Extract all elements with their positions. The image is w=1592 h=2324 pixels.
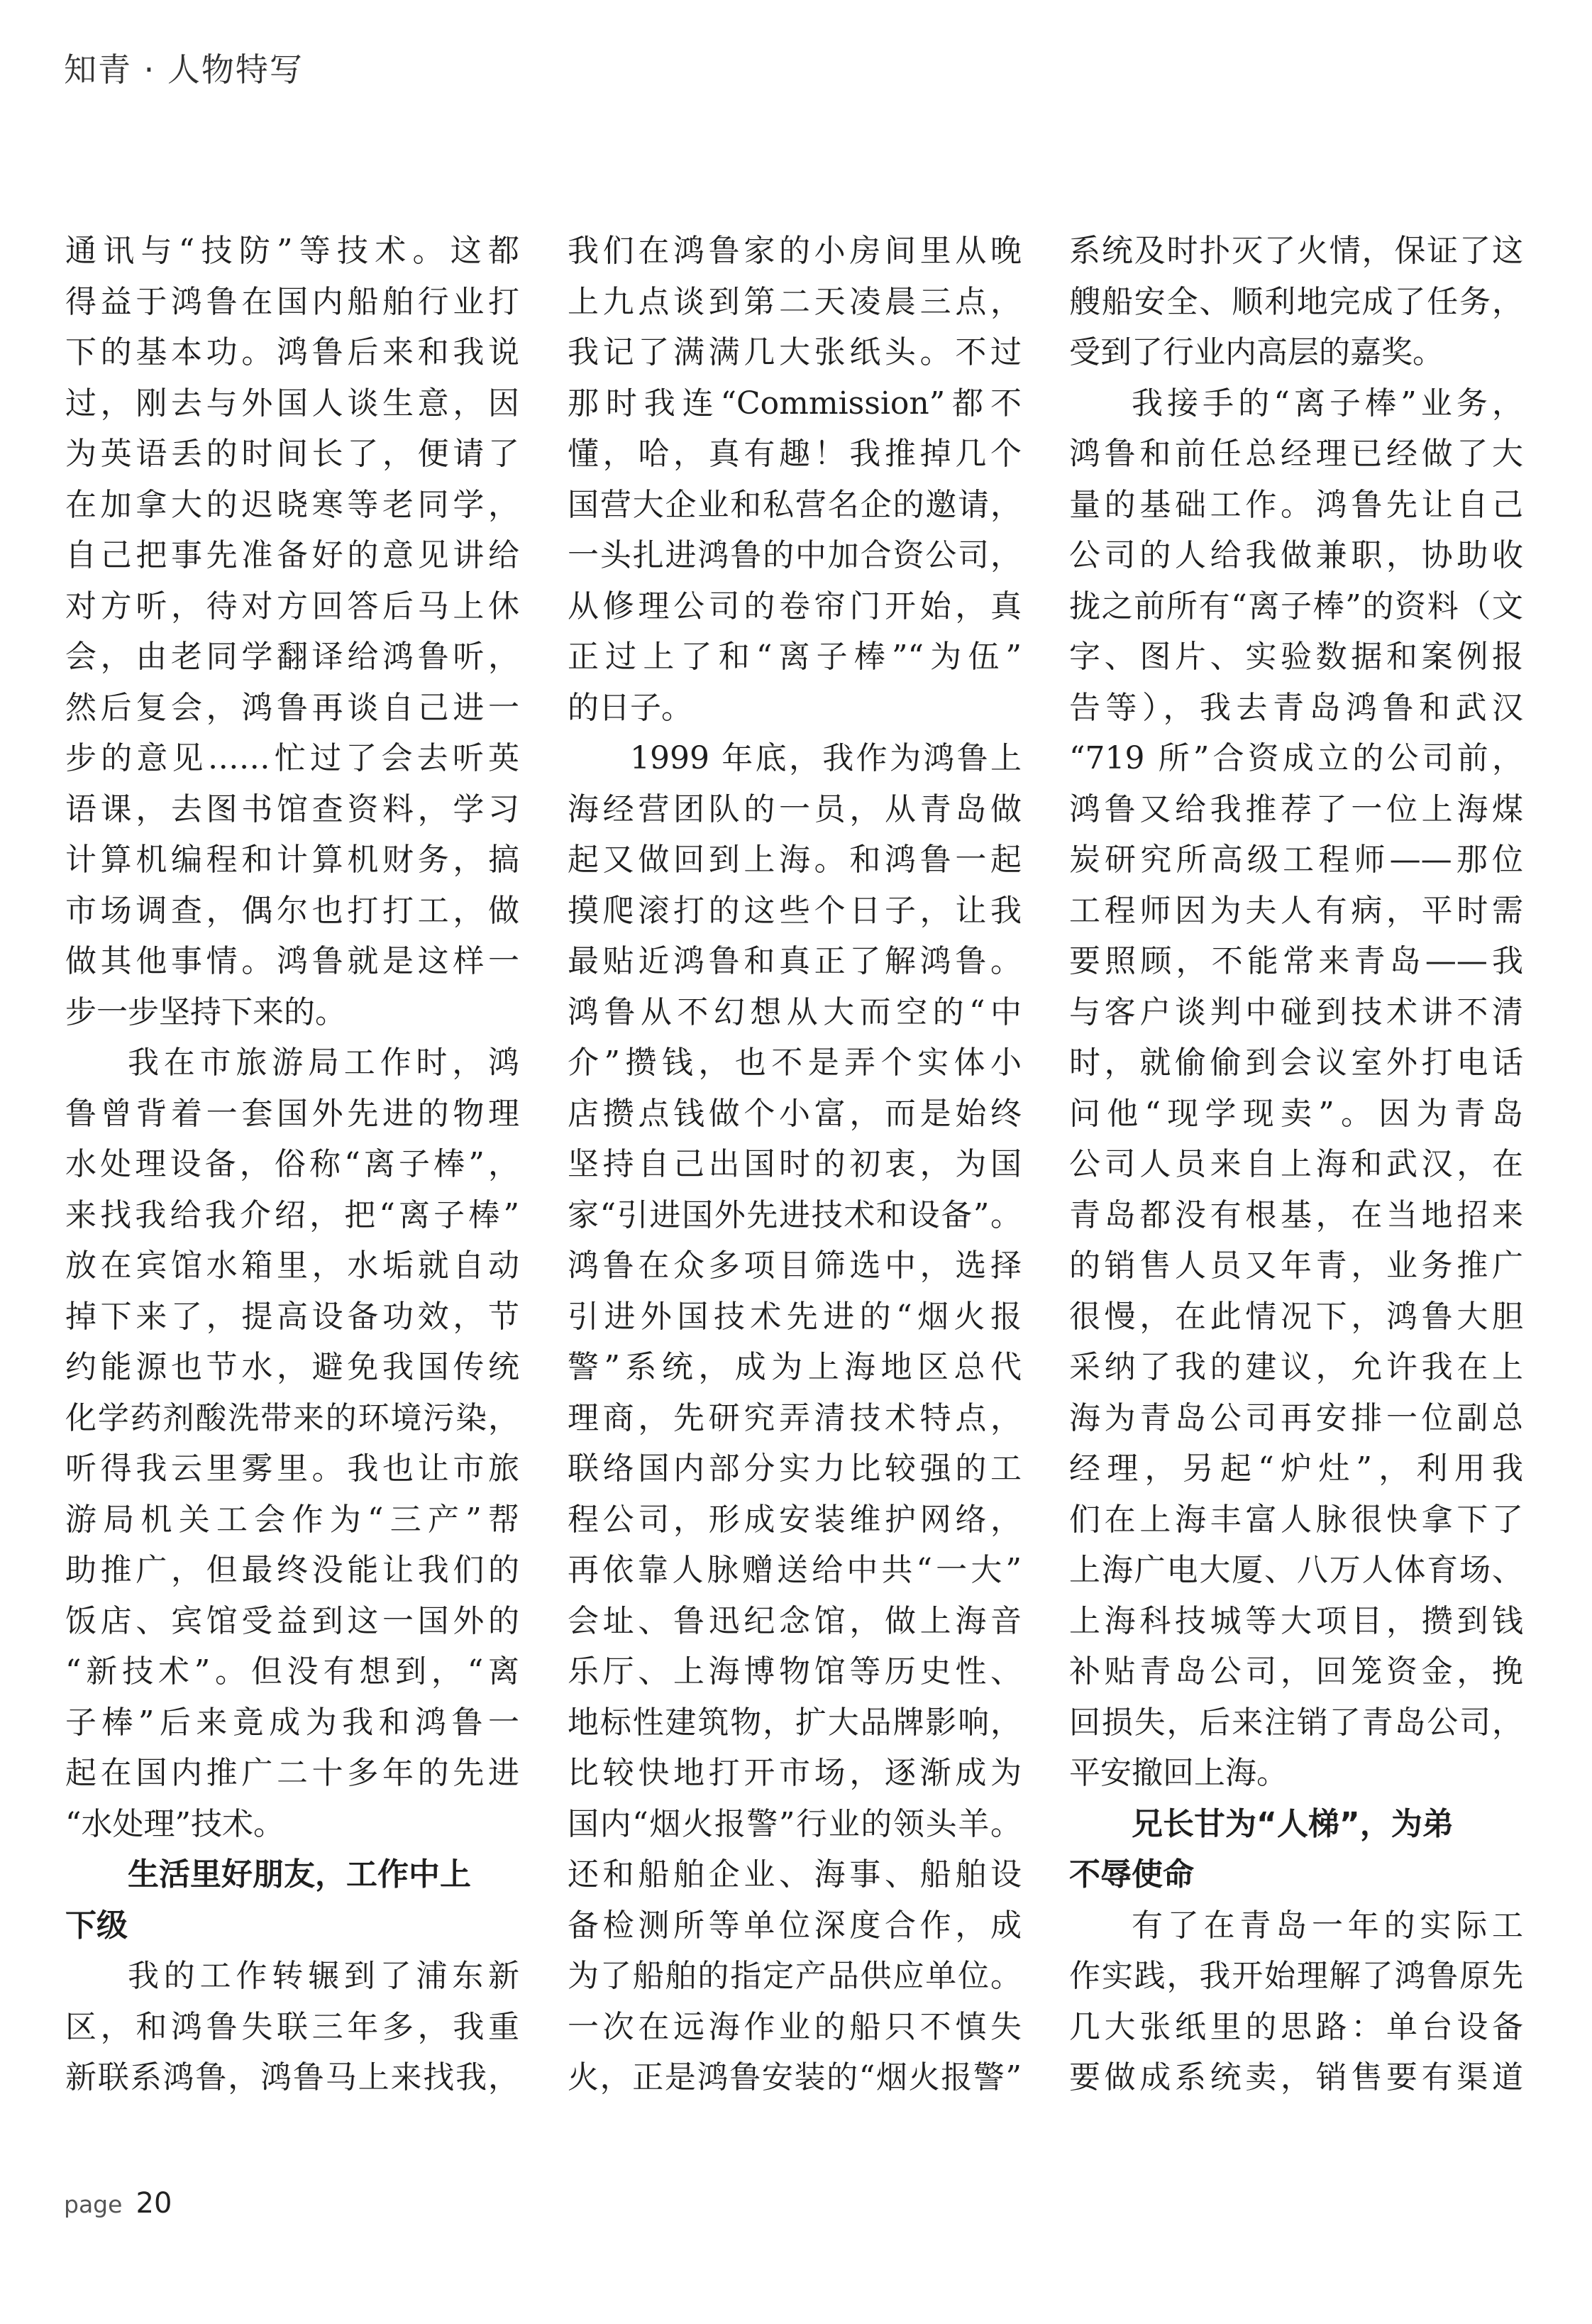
text-column-2: [568, 226, 1022, 2103]
text-line: 问他“现学现卖”。因为青岛: [1069, 1095, 1523, 1132]
text-line: 步一步坚持下来的。: [65, 993, 346, 1030]
section-title: 知青 · 人物特写: [64, 50, 304, 89]
text-line: 那时我连“Commission”都不: [568, 385, 1022, 422]
text-line: 程公司，形成安装维护网络，: [568, 1501, 1022, 1538]
text-line: 我记了满满几大张纸头。不过: [568, 334, 1022, 370]
text-line: 系统及时扑灭了火情，保证了这: [1069, 233, 1523, 269]
text-line: 对方听，待对方回答后马上休: [65, 588, 519, 624]
text-line: 懂，哈，真有趣！我推掉几个: [568, 436, 1022, 472]
text-line: 的日子。: [568, 689, 692, 726]
text-line: 约能源也节水，避免我国传统: [65, 1349, 519, 1385]
page-footer: [64, 2187, 172, 2220]
text-line: 1999 年底，我作为鸿鲁上: [630, 740, 1022, 776]
text-line: 备检测所等单位深度合作，成: [568, 1907, 1022, 1944]
text-line: 水处理设备，俗称“离子棒”，: [65, 1146, 519, 1182]
text-line: 做其他事情。鸿鲁就是这样一: [65, 943, 519, 979]
text-line: 介”攒钱，也不是弄个实体小: [568, 1045, 1022, 1081]
text-line: 工程师因为夫人有病，平时需: [1069, 892, 1523, 929]
text-line: 来找我给我介绍，把“离子棒”: [65, 1196, 519, 1233]
text-line: 字、图片、实验数据和案例报: [1069, 639, 1523, 675]
section-heading-line: 下级: [65, 1907, 128, 1944]
text-line: 国营大企业和私营名企的邀请，: [568, 486, 1022, 523]
text-line: 鲁曾背着一套国外先进的物理: [65, 1095, 519, 1132]
text-line: 经理，另起“炉灶”，利用我: [1069, 1450, 1523, 1487]
text-line: 从修理公司的卷帘门开始，真: [568, 588, 1022, 624]
text-line: 过，刚去与外国人谈生意，因: [65, 385, 519, 422]
text-line: 语课，去图书馆查资料，学习: [65, 791, 519, 827]
text-line: 作实践，我开始理解了鸿鲁原先: [1069, 1958, 1523, 1994]
text-line: 游局机关工会作为“三产”帮: [65, 1501, 519, 1538]
text-line: 化学药剂酸洗带来的环境污染，: [65, 1399, 519, 1436]
text-line: 拢之前所有“离子棒”的资料（文: [1069, 588, 1523, 624]
text-line: 艘船安全、顺利地完成了任务，: [1069, 283, 1523, 320]
text-line: 国内“烟火报警”行业的领头羊。: [568, 1805, 1022, 1842]
text-line: 为英语丢的时间长了，便请了: [65, 436, 519, 472]
text-line: 鸿鲁和前任总经理已经做了大: [1069, 436, 1523, 472]
section-heading-line: 兄长甘为“人梯”，为弟: [1132, 1805, 1454, 1842]
text-line: 放在宾馆水箱里，水垢就自动: [65, 1248, 519, 1284]
page-label: page: [64, 2191, 123, 2218]
text-line: 一次在远海作业的船只不慎失: [568, 2008, 1022, 2045]
text-line: 区，和鸿鲁失联三年多，我重: [65, 2008, 519, 2045]
text-line: 回损失，后来注销了青岛公司，: [1069, 1704, 1523, 1741]
text-line: 比较快地打开市场，逐渐成为: [568, 1755, 1022, 1791]
text-line: 计算机编程和计算机财务，搞: [65, 842, 519, 878]
text-line: “新技术”。但没有想到，“离: [65, 1653, 519, 1690]
text-line: 要照顾，不能常来青岛——我: [1069, 943, 1523, 979]
text-line: 海经营团队的一员，从青岛做: [568, 791, 1022, 827]
text-line: 我在市旅游局工作时，鸿: [128, 1045, 519, 1081]
text-line: 地标性建筑物，扩大品牌影响，: [568, 1704, 1022, 1741]
text-line: 店攒点钱做个小富，而是始终: [568, 1095, 1022, 1132]
text-line: 掉下来了，提高设备功效，节: [65, 1298, 519, 1335]
text-line: 再依靠人脉赠送给中共“一大”: [568, 1552, 1022, 1588]
text-line: 最贴近鸿鲁和真正了解鸿鲁。: [568, 943, 1022, 979]
text-line: 很慢，在此情况下，鸿鲁大胆: [1069, 1298, 1523, 1335]
text-line: 还和船舶企业、海事、船舶设: [568, 1856, 1022, 1893]
text-line: 得益于鸿鲁在国内船舶行业打: [65, 283, 519, 320]
text-line: 补贴青岛公司，回笼资金，挽: [1069, 1653, 1523, 1690]
text-line: 联络国内部分实力比较强的工: [568, 1450, 1022, 1487]
text-line: 为了船舶的指定产品供应单位。: [568, 1958, 1022, 1994]
text-line: 炭研究所高级工程师——那位: [1069, 842, 1523, 878]
text-line: 上海科技城等大项目，攒到钱: [1069, 1602, 1523, 1639]
text-line: 理商，先研究弄清技术特点，: [568, 1399, 1022, 1436]
text-line: 起又做回到上海。和鸿鲁一起: [568, 842, 1022, 878]
text-line: 鸿鲁又给我推荐了一位上海煤: [1069, 791, 1523, 827]
text-line: 告等），我去青岛鸿鲁和武汉: [1069, 689, 1523, 726]
text-line: 摸爬滚打的这些个日子，让我: [568, 892, 1022, 929]
text-line: 会，由老同学翻译给鸿鲁听，: [65, 639, 519, 675]
text-line: 公司人员来自上海和武汉，在: [1069, 1146, 1523, 1182]
text-line: 几大张纸里的思路：单台设备: [1069, 2008, 1523, 2045]
section-heading-line: 生活里好朋友，工作中上: [128, 1856, 471, 1893]
text-line: 有了在青岛一年的实际工: [1132, 1907, 1523, 1944]
text-line: 上海广电大厦、八万人体育场、: [1069, 1552, 1523, 1588]
text-line: 新联系鸿鲁，鸿鲁马上来找我，: [65, 2059, 519, 2096]
text-line: 坚持自己出国时的初衷，为国: [568, 1146, 1022, 1182]
text-line: 青岛都没有根基，在当地招来: [1069, 1196, 1523, 1233]
text-line: 下的基本功。鸿鲁后来和我说: [65, 334, 519, 370]
text-line: 助推广，但最终没能让我们的: [65, 1552, 519, 1588]
section-heading-line: 不辱使命: [1069, 1856, 1194, 1893]
text-column-1: [65, 226, 519, 2103]
text-line: 家“引进国外先进技术和设备”。: [568, 1196, 1022, 1233]
text-line: 与客户谈判中碰到技术讲不清: [1069, 993, 1523, 1030]
text-line: 饭店、宾馆受益到这一国外的: [65, 1602, 519, 1639]
text-line: 子棒”后来竟成为我和鸿鲁一: [65, 1704, 519, 1741]
text-line: 引进外国技术先进的“烟火报: [568, 1298, 1022, 1335]
text-line: 会址、鲁迅纪念馆，做上海音: [568, 1602, 1022, 1639]
text-line: 步的意见……忙过了会去听英: [65, 740, 519, 776]
text-line: 一头扎进鸿鲁的中加合资公司，: [568, 537, 1022, 573]
text-line: 鸿鲁从不幻想从大而空的“中: [568, 993, 1022, 1030]
text-line: 要做成系统卖，销售要有渠道: [1069, 2059, 1523, 2096]
text-line: 市场调查，偶尔也打打工，做: [65, 892, 519, 929]
text-line: 我的工作转辗到了浦东新: [128, 1958, 519, 1994]
text-line: 正过上了和“离子棒”“为伍”: [568, 639, 1022, 675]
text-line: “719 所”合资成立的公司前，: [1069, 740, 1523, 776]
text-line: 然后复会，鸿鲁再谈自己进一: [65, 689, 519, 726]
text-line: 平安撤回上海。: [1069, 1755, 1288, 1791]
text-line: 量的基础工作。鸿鲁先让自己: [1069, 486, 1523, 523]
text-line: 鸿鲁在众多项目筛选中，选择: [568, 1248, 1022, 1284]
text-line: 采纳了我的建议，允许我在上: [1069, 1349, 1523, 1385]
text-line: 听得我云里雾里。我也让市旅: [65, 1450, 519, 1487]
text-line: 的销售人员又年青，业务推广: [1069, 1248, 1523, 1284]
text-line: 通讯与“技防”等技术。这都: [65, 233, 519, 269]
text-line: 自己把事先准备好的意见讲给: [65, 537, 519, 573]
text-column-3: [1069, 226, 1523, 2103]
text-line: “水处理”技术。: [65, 1805, 284, 1842]
text-line: 警”系统，成为上海地区总代: [568, 1349, 1022, 1385]
text-line: 时，就偷偷到会议室外打电话: [1069, 1045, 1523, 1081]
text-line: 海为青岛公司再安排一位副总: [1069, 1399, 1523, 1436]
page-number: 20: [136, 2187, 172, 2220]
text-line: 起在国内推广二十多年的先进: [65, 1755, 519, 1791]
text-line: 公司的人给我做兼职，协助收: [1069, 537, 1523, 573]
text-line: 们在上海丰富人脉很快拿下了: [1069, 1501, 1523, 1538]
text-line: 我们在鸿鲁家的小房间里从晚: [568, 233, 1022, 269]
text-line: 火，正是鸿鲁安装的“烟火报警”: [568, 2059, 1022, 2096]
text-line: 受到了行业内高层的嘉奖。: [1069, 334, 1444, 370]
text-line: 乐厅、上海博物馆等历史性、: [568, 1653, 1022, 1690]
text-line: 上九点谈到第二天凌晨三点，: [568, 283, 1022, 320]
text-line: 我接手的“离子棒”业务，: [1132, 385, 1523, 422]
text-line: 在加拿大的迟晓寒等老同学，: [65, 486, 519, 523]
